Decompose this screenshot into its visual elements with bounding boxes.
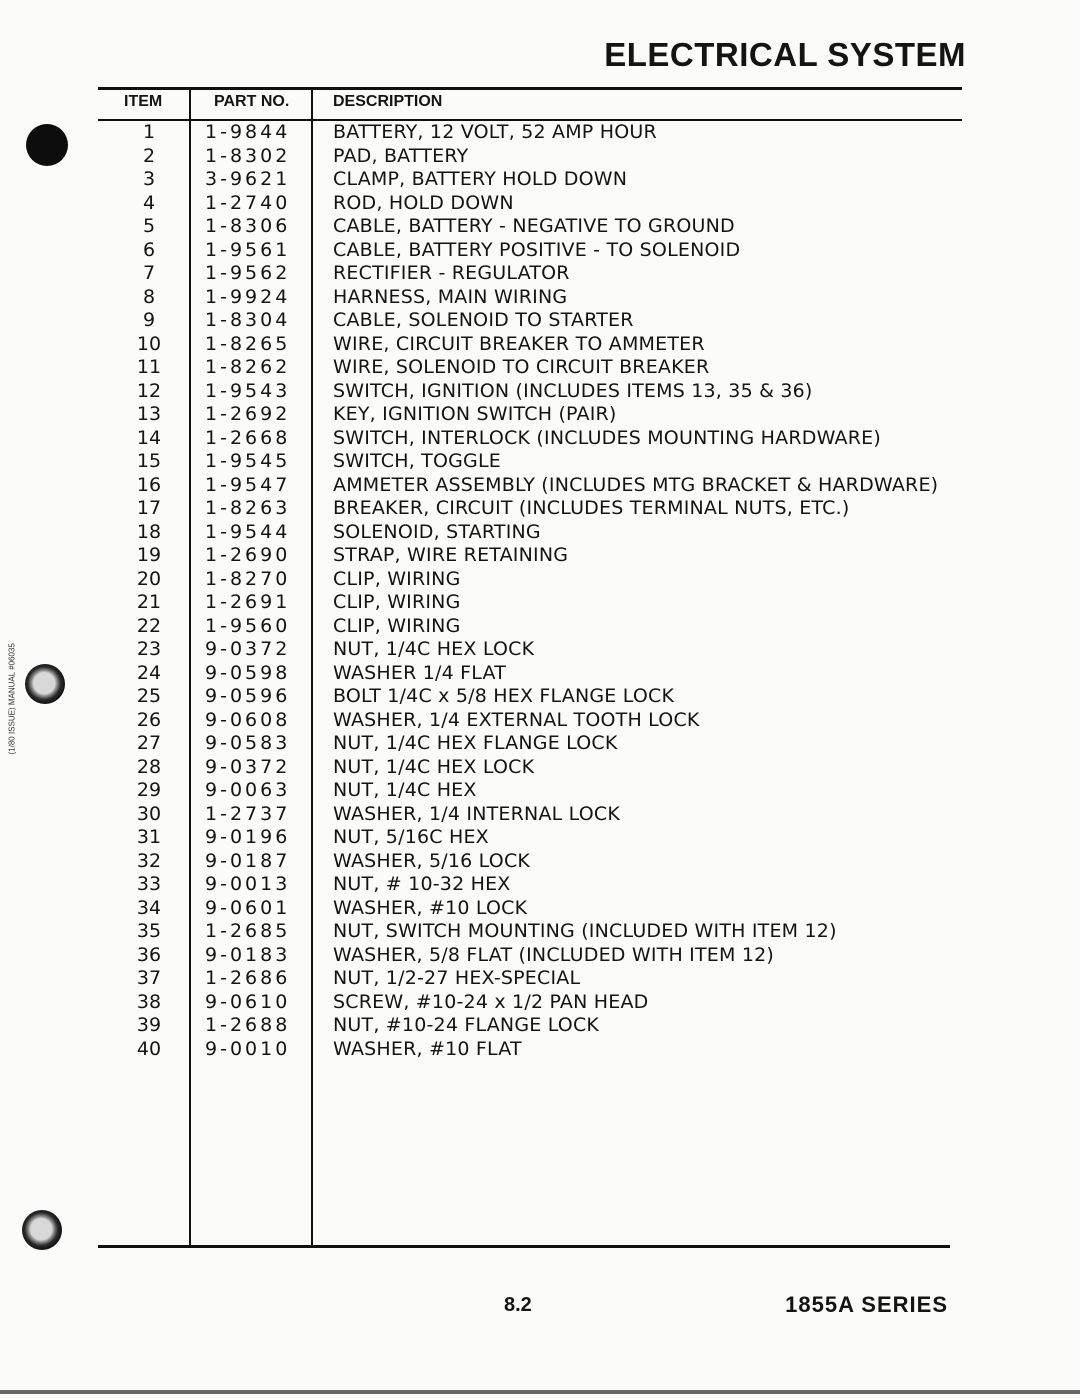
part-description: SWITCH, TOGGLE <box>333 450 501 472</box>
item-number: 35 <box>136 920 162 942</box>
part-description: NUT, #10-24 FLANGE LOCK <box>333 1014 600 1036</box>
part-number: 1-9560 <box>205 614 291 637</box>
part-description: SCREW, #10-24 x 1/2 PAN HEAD <box>333 990 649 1013</box>
item-number: 39 <box>136 1014 162 1036</box>
table-row <box>98 168 962 192</box>
part-description: WASHER 1/4 FLAT <box>333 661 507 684</box>
part-description: NUT, 1/2-27 HEX-SPECIAL <box>333 967 581 989</box>
part-number: 1-9545 <box>205 450 291 472</box>
binder-hole-middle <box>25 664 65 704</box>
part-description: WIRE, CIRCUIT BREAKER TO AMMETER <box>333 332 705 355</box>
part-number: 1-8306 <box>205 215 291 237</box>
part-description: NUT, 1/4C HEX <box>333 779 477 801</box>
table-row <box>98 380 962 404</box>
part-description: CLIP, WIRING <box>333 567 461 590</box>
table-row <box>98 544 962 568</box>
table-row <box>98 215 962 239</box>
part-number: 9-0013 <box>205 873 291 895</box>
part-description: BATTERY, 12 VOLT, 52 AMP HOUR <box>333 121 657 143</box>
part-description: WASHER, 5/8 FLAT (INCLUDED WITH ITEM 12) <box>333 943 775 966</box>
part-description: CABLE, BATTERY POSITIVE - TO SOLENOID <box>333 238 741 261</box>
item-number: 10 <box>136 332 162 355</box>
table-row <box>98 309 962 333</box>
item-number: 20 <box>136 567 162 590</box>
table-row <box>98 1014 962 1038</box>
table-row <box>98 826 962 850</box>
part-description: NUT, # 10-32 HEX <box>333 873 511 895</box>
part-number: 9-0372 <box>205 755 291 778</box>
item-number: 17 <box>136 497 162 519</box>
table-row <box>98 568 962 592</box>
table-row <box>98 521 962 545</box>
part-description: SWITCH, INTERLOCK (INCLUDES MOUNTING HARDWARE) <box>333 426 881 449</box>
item-number: 21 <box>136 591 162 613</box>
part-number: 1-2740 <box>205 191 291 214</box>
part-number: 9-0183 <box>205 943 291 966</box>
item-number: 36 <box>136 943 162 966</box>
table-row <box>98 497 962 521</box>
part-description: WASHER, 5/16 LOCK <box>333 849 531 872</box>
part-description: CLIP, WIRING <box>333 614 461 637</box>
part-number: 1-8302 <box>205 144 291 167</box>
item-number: 23 <box>136 638 162 660</box>
part-number: 1-9547 <box>205 473 291 496</box>
part-number: 1-9544 <box>205 520 291 543</box>
table-row <box>98 474 962 498</box>
part-number: 1-9562 <box>205 262 291 284</box>
part-number: 1-2691 <box>205 591 291 613</box>
table-row <box>98 991 962 1015</box>
binder-hole-bottom <box>22 1210 62 1250</box>
table-row <box>98 403 962 427</box>
part-number: 9-0187 <box>205 849 291 872</box>
part-number: 1-2685 <box>205 920 291 942</box>
side-note: (1/80 ISSUE) MANUAL #06035 <box>7 643 17 755</box>
part-number: 3-9621 <box>205 168 291 190</box>
item-number: 6 <box>142 238 156 261</box>
part-number: 1-9561 <box>205 238 291 261</box>
item-number: 12 <box>136 379 162 402</box>
table-row <box>98 427 962 451</box>
item-number: 37 <box>136 967 162 989</box>
part-number: 9-0196 <box>205 826 291 848</box>
part-description: SWITCH, IGNITION (INCLUDES ITEMS 13, 35 & 36) <box>333 379 813 402</box>
part-number: 1-8263 <box>205 497 291 519</box>
part-number: 1-2688 <box>205 1014 291 1036</box>
part-number: 1-2668 <box>205 426 291 449</box>
part-description: WIRE, SOLENOID TO CIRCUIT BREAKER <box>333 356 710 378</box>
header-description: DESCRIPTION <box>333 93 443 110</box>
part-number: 9-0010 <box>205 1037 291 1060</box>
part-number: 1-9844 <box>205 121 291 143</box>
part-description: CLAMP, BATTERY HOLD DOWN <box>333 168 628 190</box>
part-description: HARNESS, MAIN WIRING <box>333 285 568 308</box>
table-row <box>98 709 962 733</box>
table-row <box>98 591 962 615</box>
table-row <box>98 685 962 709</box>
part-number: 1-8265 <box>205 332 291 355</box>
item-number: 14 <box>136 426 162 449</box>
item-number: 16 <box>136 473 162 496</box>
part-number: 9-0608 <box>205 708 291 731</box>
part-description: NUT, 1/4C HEX FLANGE LOCK <box>333 732 618 754</box>
item-number: 26 <box>136 708 162 731</box>
part-number: 9-0610 <box>205 990 291 1013</box>
part-description: BOLT 1/4C x 5/8 HEX FLANGE LOCK <box>333 685 675 707</box>
part-description: RECTIFIER - REGULATOR <box>333 262 570 284</box>
part-description: KEY, IGNITION SWITCH (PAIR) <box>333 403 617 425</box>
part-description: WASHER, 1/4 EXTERNAL TOOTH LOCK <box>333 708 700 731</box>
table-row <box>98 732 962 756</box>
item-number: 13 <box>136 403 162 425</box>
part-description: SOLENOID, STARTING <box>333 520 541 543</box>
table-row <box>98 944 962 968</box>
part-description: CABLE, SOLENOID TO STARTER <box>333 309 634 331</box>
part-number: 1-2692 <box>205 403 291 425</box>
table-row <box>98 897 962 921</box>
item-number: 3 <box>142 168 156 190</box>
part-number: 9-0596 <box>205 685 291 707</box>
part-number: 9-0583 <box>205 732 291 754</box>
item-number: 33 <box>136 873 162 895</box>
part-number: 1-8270 <box>205 567 291 590</box>
part-number: 1-9924 <box>205 285 291 308</box>
item-number: 38 <box>136 990 162 1013</box>
item-number: 29 <box>136 779 162 801</box>
part-number: 1-8304 <box>205 309 291 331</box>
part-description: NUT, SWITCH MOUNTING (INCLUDED WITH ITEM 12) <box>333 920 837 942</box>
table-bottom-rule <box>98 1245 950 1248</box>
table-row <box>98 967 962 991</box>
part-description: WASHER, #10 LOCK <box>333 896 528 919</box>
item-number: 25 <box>136 685 162 707</box>
part-description: STRAP, WIRE RETAINING <box>333 544 569 566</box>
item-number: 28 <box>136 755 162 778</box>
table-row <box>98 145 962 169</box>
item-number: 2 <box>142 144 156 167</box>
item-number: 8 <box>142 285 156 308</box>
scan-edge-line <box>0 1390 1080 1394</box>
part-number: 9-0372 <box>205 638 291 660</box>
table-row <box>98 850 962 874</box>
part-description: WASHER, 1/4 INTERNAL LOCK <box>333 802 621 825</box>
part-description: CABLE, BATTERY - NEGATIVE TO GROUND <box>333 215 735 237</box>
part-number: 9-0063 <box>205 779 291 801</box>
item-number: 4 <box>142 191 156 214</box>
table-row <box>98 873 962 897</box>
table-row <box>98 615 962 639</box>
part-description: WASHER, #10 FLAT <box>333 1037 522 1060</box>
part-number: 1-8262 <box>205 356 291 378</box>
item-number: 27 <box>136 732 162 754</box>
item-number: 5 <box>142 215 156 237</box>
table-row <box>98 638 962 662</box>
item-number: 32 <box>136 849 162 872</box>
part-number: 1-2737 <box>205 802 291 825</box>
part-number: 1-2690 <box>205 544 291 566</box>
series-label: 1855A SERIES <box>785 1292 948 1317</box>
table-row <box>98 262 962 286</box>
item-number: 18 <box>136 520 162 543</box>
item-number: 19 <box>136 544 162 566</box>
part-description: CLIP, WIRING <box>333 591 461 613</box>
part-number: 1-2686 <box>205 967 291 989</box>
item-number: 31 <box>136 826 162 848</box>
table-row <box>98 779 962 803</box>
item-number: 34 <box>136 896 162 919</box>
table-row <box>98 756 962 780</box>
part-description: NUT, 1/4C HEX LOCK <box>333 755 535 778</box>
item-number: 30 <box>136 802 162 825</box>
item-number: 9 <box>142 309 156 331</box>
table-row <box>98 286 962 310</box>
table-top-rule <box>98 87 962 90</box>
table-row <box>98 356 962 380</box>
header-part-no: PART NO. <box>214 93 290 110</box>
part-description: BREAKER, CIRCUIT (INCLUDES TERMINAL NUTS, ETC.) <box>333 497 850 519</box>
part-number: 9-0598 <box>205 661 291 684</box>
header-item: ITEM <box>124 93 163 110</box>
table-row <box>98 1038 962 1062</box>
part-description: AMMETER ASSEMBLY (INCLUDES MTG BRACKET & HARDWARE) <box>333 473 939 496</box>
item-number: 7 <box>142 262 156 284</box>
item-number: 1 <box>142 121 156 143</box>
parts-table-body <box>98 121 962 1061</box>
part-description: ROD, HOLD DOWN <box>333 191 514 214</box>
table-row <box>98 920 962 944</box>
item-number: 24 <box>136 661 162 684</box>
table-row <box>98 803 962 827</box>
table-row <box>98 662 962 686</box>
table-row <box>98 192 962 216</box>
page-title: ELECTRICAL SYSTEM <box>604 36 966 73</box>
part-description: NUT, 1/4C HEX LOCK <box>333 638 535 660</box>
part-description: NUT, 5/16C HEX <box>333 826 489 848</box>
page-number: 8.2 <box>504 1294 532 1316</box>
table-row <box>98 239 962 263</box>
binder-hole-top <box>26 124 68 166</box>
part-description: PAD, BATTERY <box>333 144 469 167</box>
part-number: 1-9543 <box>205 379 291 402</box>
item-number: 15 <box>136 450 162 472</box>
part-number: 9-0601 <box>205 896 291 919</box>
item-number: 11 <box>136 356 162 378</box>
table-row <box>98 450 962 474</box>
item-number: 22 <box>136 614 162 637</box>
table-row <box>98 121 962 145</box>
table-row <box>98 333 962 357</box>
item-number: 40 <box>136 1037 162 1060</box>
